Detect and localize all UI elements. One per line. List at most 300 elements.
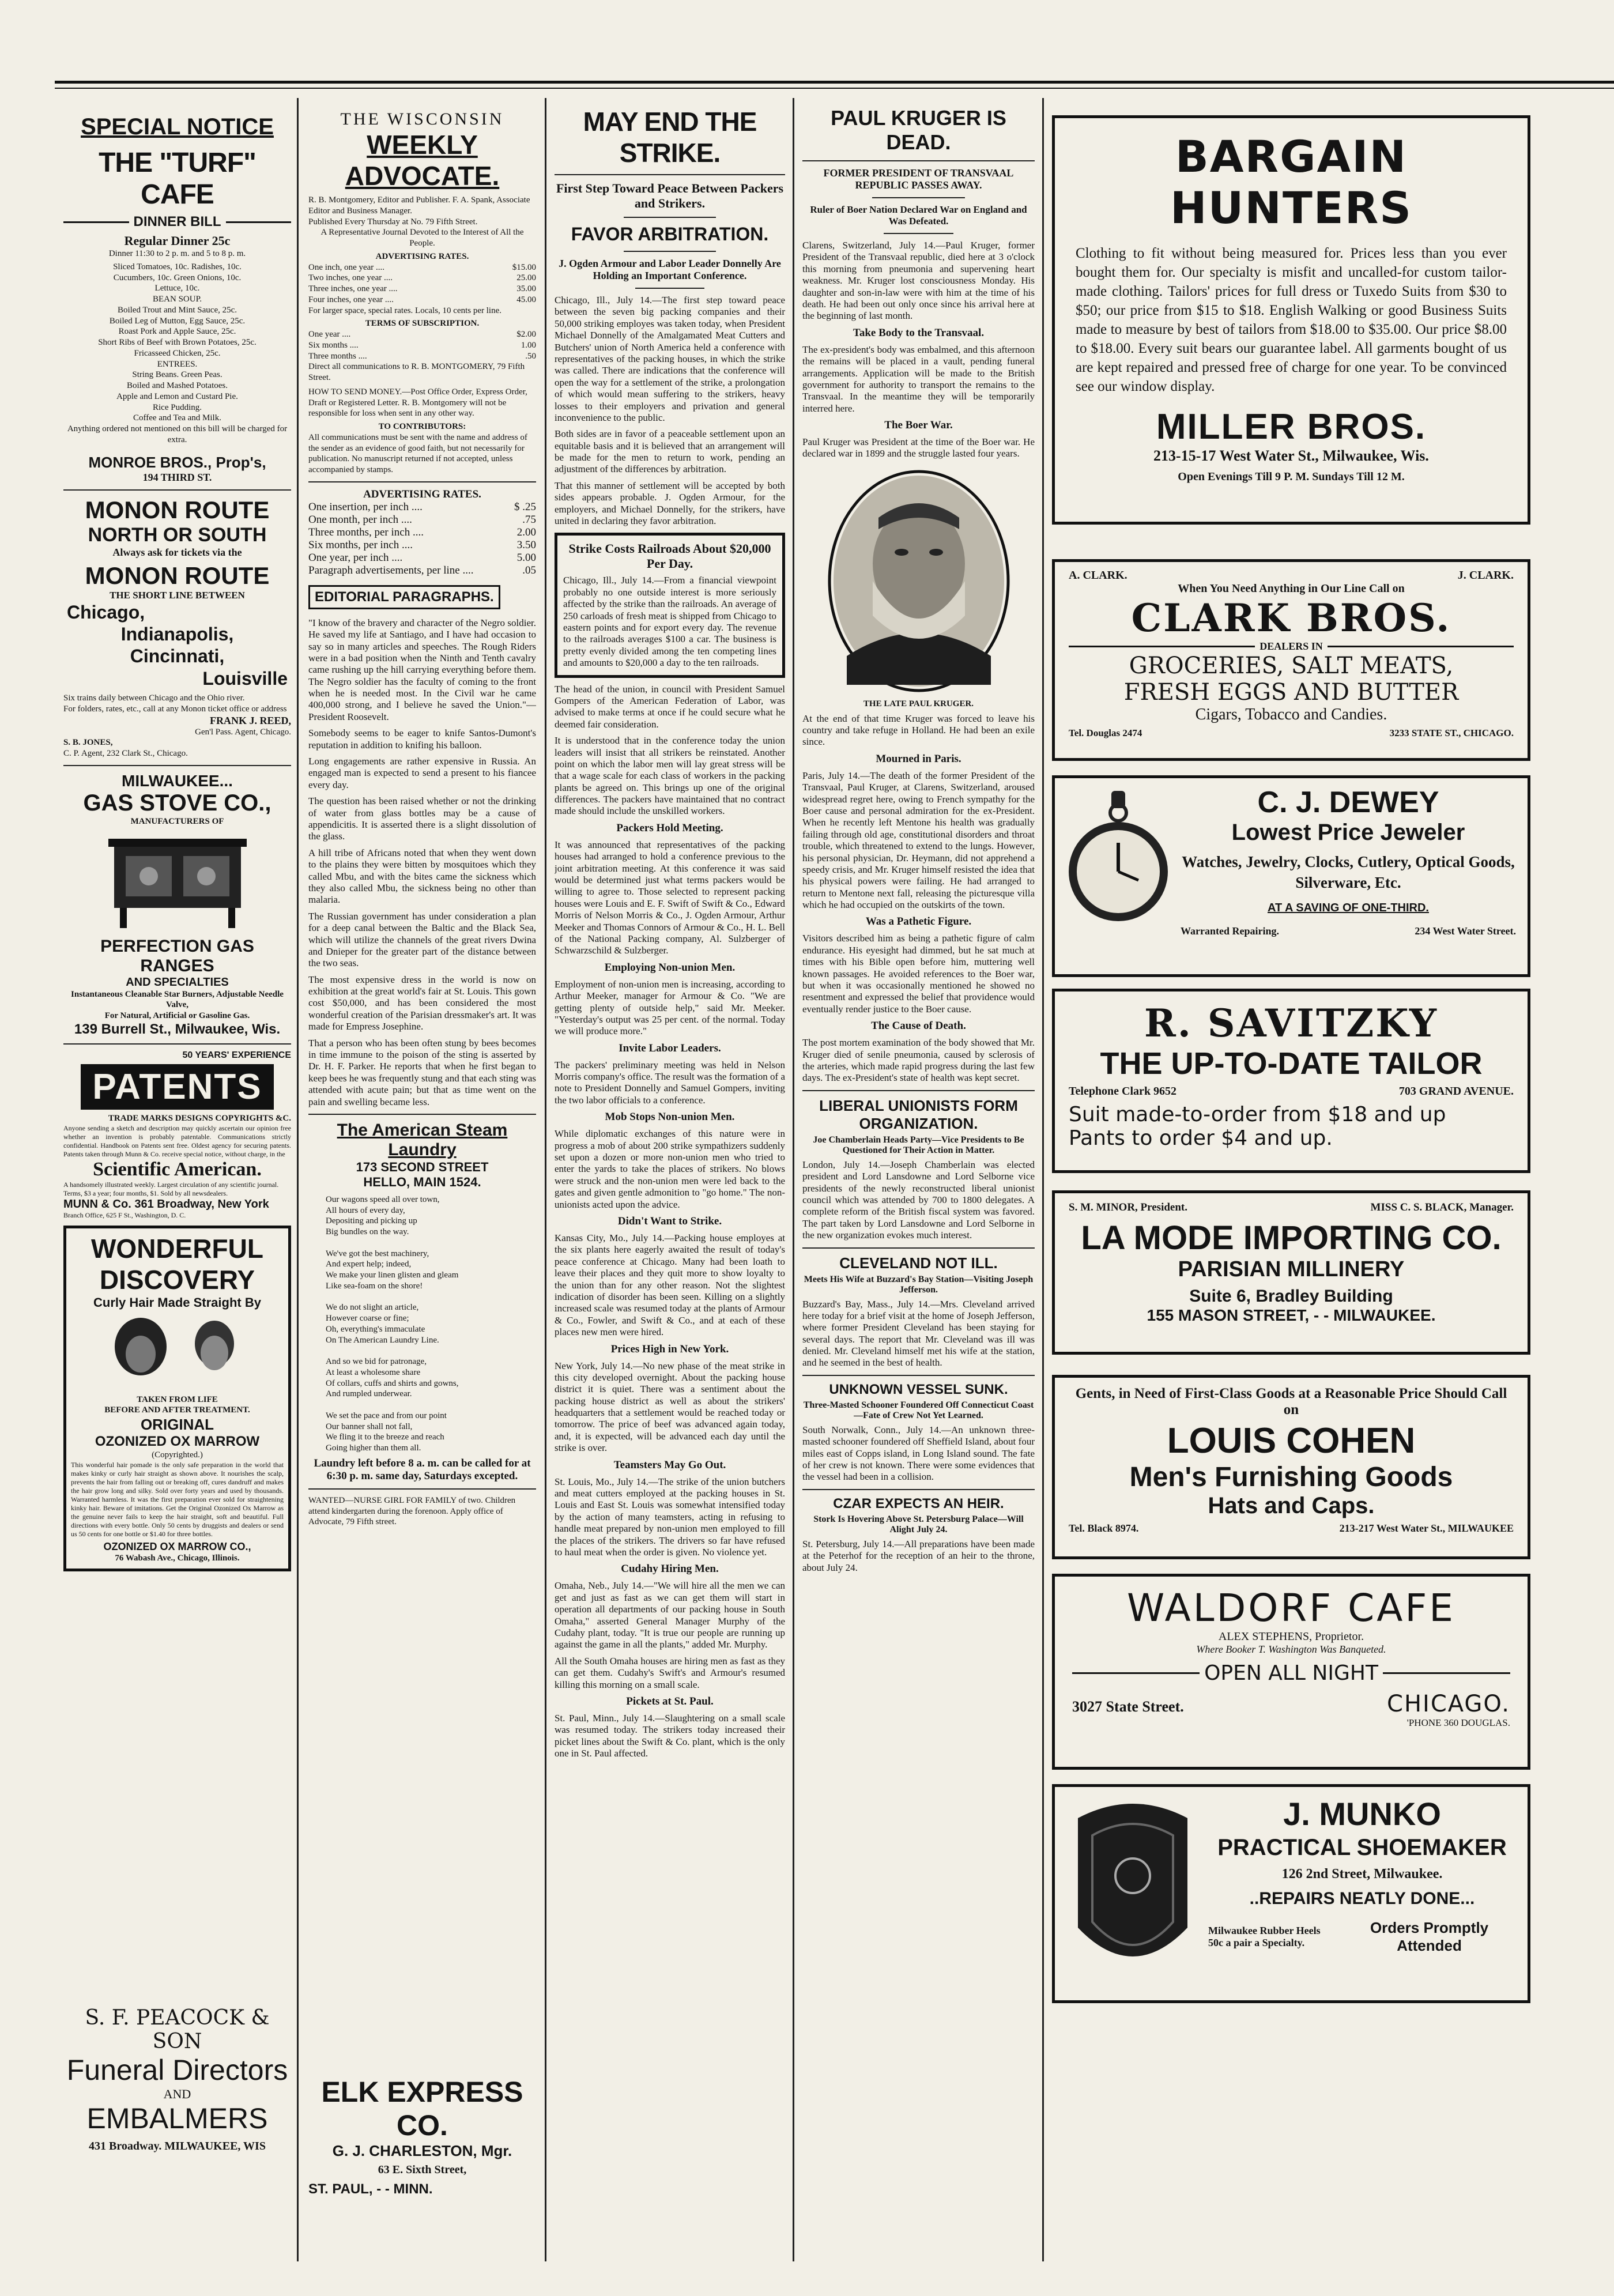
rate-value: 45.00 bbox=[516, 295, 536, 304]
waldorf-open: OPEN ALL NIGHT bbox=[1072, 1661, 1510, 1685]
monon-city: Indianapolis, bbox=[120, 623, 234, 644]
menu-item: Lettuce, 10c. bbox=[154, 284, 200, 293]
poem-line bbox=[326, 1238, 536, 1249]
clark-dealers: DEALERS IN bbox=[1069, 640, 1514, 653]
kruger-story-7: The post mortem examination of the body showed that Mr. Kruger died of senile pneumonia, caused by sclerosis of the arteries, which made rapid progress during the last few days. The ex-President's state of health was kept secret. bbox=[802, 1037, 1035, 1084]
kruger-story-6: Visitors described him as being a pathetic figure of calm endurance. His eyesight had dimmed, but he sat much at times with his Bible open before him, muttering well known passages. He avoided references to the Boer war, but when it was occasionally mentioned he showed no resentment and expressed the belief that providence would eventually render justice to the Boer cause. bbox=[802, 933, 1035, 1015]
editorial-paragraph: That a person who has been often stung by bees becomes in time immune to the poison of the sting is asserted by Dr. H. F. Parker. He reports that when he first began to keep bees he was frequently stung and that each sting was attended with acute pain; but that as time went on the pain and swelling became less. bbox=[308, 1037, 536, 1107]
savitzky-contact bbox=[1069, 1085, 1514, 1098]
dewey-warranted: Warranted Repairing. bbox=[1181, 925, 1279, 937]
masthead-staff: R. B. Montgomery, Editor and Publisher. F. A. Spank, Associate Editor and Business Manager. bbox=[308, 195, 530, 216]
lamode-manager: MISS C. S. BLACK, Manager. bbox=[1370, 1201, 1514, 1213]
lamode-president: S. M. MINOR, President. bbox=[1069, 1201, 1187, 1213]
monon-folders: For folders, rates, etc., call at any Monon ticket office or address bbox=[63, 704, 287, 714]
poem-line: And expert help; indeed, bbox=[326, 1260, 412, 1269]
miller-hours: Open Evenings Till 9 P. M. Sundays Till 12 M. bbox=[1178, 470, 1405, 483]
dewey-address: 234 West Water Street. bbox=[1415, 925, 1516, 937]
terms-title: TERMS OF SUBSCRIPTION. bbox=[365, 319, 480, 329]
strike-sub-3: Invite Labor Leaders. bbox=[619, 1042, 721, 1054]
dinner-bill: DINNER BILL bbox=[63, 214, 291, 230]
rate-label: Six months, per inch .... bbox=[308, 538, 413, 551]
dewey-saving: AT A SAVING OF ONE-THIRD. bbox=[1268, 901, 1429, 914]
strike-story-1 bbox=[555, 295, 785, 527]
ox-address: 76 Wabash Ave., Chicago, Illinois. bbox=[115, 1553, 240, 1563]
kruger-sub-1: Take Body to the Transvaal. bbox=[853, 326, 985, 339]
kruger-story-1: Clarens, Switzerland, July 14.—Paul Kruger, former President of the Transvaal republic, died here at 3 o'clock this morning from pneumonia and supervening heart weakness. Mr. Kruger lost consciousness Monday. His daughter and son-in-law were with him at the time of his death. He had been out only once since his arrival here at the beginning of last month. bbox=[802, 240, 1035, 322]
strike-story-7: Kansas City, Mo., July 14.—Packing house employes at the six plants here eagerly awaited the result of today's peace conference at Chicago. Many had been loath to leave their places and they quit more to show loyalty to the union than for any other reason. Not the slightest indication of disorder has been seen. Killing on a slightly increased scale was resumed today at the plants of Armour & Co., Fowler, and Swift & Co., and at each of these places new men were hired. bbox=[555, 1232, 785, 1338]
strike-sub-9: Pickets at St. Paul. bbox=[626, 1695, 714, 1707]
cleveland-deck: Meets His Wife at Buzzard's Bay Station—Visiting Joseph Jefferson. bbox=[804, 1274, 1034, 1295]
waldorf-proprietor: ALEX STEPHENS, Proprietor. bbox=[1218, 1630, 1364, 1643]
cohen-furnishing: Men's Furnishing Goods bbox=[1129, 1462, 1453, 1492]
strike-story-9: St. Louis, Mo., July 14.—The strike of the union butchers and meat cutters employed at the packing houses in St. Louis and East St. Louis was somewhat intensified today by the action of many teamsters, acting in refusing to handle meat prepared by non-union men employed to fill the places of the strikers. The drivers so far have refused to haul meat when the order is given. No violence yet. bbox=[555, 1476, 785, 1558]
miller-address: 213-15-17 West Water St., Milwaukee, Wis. bbox=[1153, 447, 1429, 464]
elk-manager: G. J. CHARLESTON, Mgr. bbox=[332, 2142, 512, 2159]
portrait-before-icon bbox=[109, 1315, 172, 1390]
kruger-story-3: Paul Kruger was President at the time of the Boer war. He declared war in 1899 and the struggle lasted four years. bbox=[802, 436, 1035, 459]
ox-marrow-title: OZONIZED OX MARROW bbox=[95, 1434, 260, 1450]
strike-sub-6: Prices High in New York. bbox=[610, 1343, 729, 1355]
menu-item: BEAN SOUP. bbox=[152, 295, 202, 304]
dewey-text bbox=[1181, 785, 1516, 967]
waldorf-address: 3027 State Street. bbox=[1072, 1698, 1184, 1715]
before-after: BEFORE AND AFTER TREATMENT. bbox=[104, 1405, 250, 1415]
rate-value: 1.00 bbox=[521, 340, 536, 350]
dewey-items: Watches, Jewelry, Clocks, Cutlery, Optical Goods, Silverware, Etc. bbox=[1182, 853, 1515, 892]
strike-paragraph: Both sides are in favor of a peaceable settlement upon an equitable basis and it is believed that an arrangement will be made for the men to return to work, pending an adjustment of the differences by arbitration. bbox=[555, 428, 785, 475]
clark-names bbox=[1069, 569, 1514, 582]
vessel-headline: UNKNOWN VESSEL SUNK. bbox=[829, 1381, 1008, 1397]
strike-story-8: New York, July 14.—No new phase of the meat strike in this city developed overnight. About the packing house district it is quiet. There was a sentiment about the packing house district as well as about the strikers' headquarters that a settlement would be reached today or tomorrow. The price of beef was advanced again today, and, it is expected, will be advanced each day until the strike is over. bbox=[555, 1360, 785, 1454]
munn-branch: Branch Office, 625 F St., Washington, D. C. bbox=[63, 1211, 186, 1219]
strike-paragraph: It is understood that in the conference today the union leaders will insist that all strikers be reinstated. Another point on which the labor men will lay great stress will be that a wage scale for each class of workers in the packing plants be agreed on. This brings up one of the original differences. The packers have maintained that no contract made should include the unskilled workers. bbox=[555, 735, 785, 817]
rate-value: $15.00 bbox=[512, 262, 536, 272]
lamode-suite: Suite 6, Bradley Building bbox=[1189, 1287, 1393, 1306]
gas-manufacturers: MANUFACTURERS OF bbox=[130, 816, 224, 826]
kruger-headline: PAUL KRUGER IS DEAD. bbox=[831, 106, 1006, 154]
rate-value: 25.00 bbox=[516, 273, 536, 283]
editorial-header-wrap bbox=[308, 585, 536, 609]
kruger-portrait-icon bbox=[824, 466, 1014, 696]
rate-row bbox=[308, 564, 536, 577]
poem-line: And so we bid for patronage, bbox=[326, 1357, 427, 1367]
editorial-paragraphs-title: EDITORIAL PARAGRAPHS. bbox=[308, 585, 500, 609]
north-or-south: NORTH OR SOUTH bbox=[88, 523, 267, 546]
strike-sub-1: Packers Hold Meeting. bbox=[616, 821, 723, 834]
editorial-paragraph: The Russian government has under consideration a plan for a deep canal between the Baltic and the Black Sea, which will utilize the channels of the great rivers Dwina and Dnieper for the greater part of the distance between the two seas. bbox=[308, 910, 536, 969]
strike-deck-2: FAVOR ARBITRATION. bbox=[571, 224, 769, 244]
munko-repairs: ..REPAIRS NEATLY DONE... bbox=[1249, 1889, 1475, 1908]
cohen-footer bbox=[1069, 1522, 1514, 1535]
perfection-gas-ranges: PERFECTION GAS RANGES bbox=[100, 936, 254, 975]
monroe-address: 194 THIRD ST. bbox=[142, 471, 212, 483]
savitzky-tel: Telephone Clark 9652 bbox=[1069, 1085, 1177, 1098]
poem-line: We fling it to the breeze and reach bbox=[326, 1432, 444, 1442]
dinner-hours: Dinner 11:30 to 2 p. m. and 5 to 8 p. m. bbox=[108, 249, 246, 258]
editorial-body bbox=[308, 617, 536, 1108]
railroad-box bbox=[555, 533, 785, 677]
savitzky-ad bbox=[1052, 989, 1530, 1173]
lamode-title: LA MODE IMPORTING CO. bbox=[1081, 1219, 1502, 1257]
special-notice: SPECIAL NOTICE bbox=[81, 114, 274, 140]
masthead-title: WEEKLY ADVOCATE. bbox=[345, 130, 500, 191]
masthead-the-wisconsin: THE WISCONSIN bbox=[340, 110, 504, 129]
larger-space: For larger space, special rates. Locals, 10 cents per line. bbox=[308, 306, 502, 315]
poem-line bbox=[326, 1345, 536, 1356]
poem-line: Like sea-foam on the shore! bbox=[326, 1281, 423, 1291]
laundry-note: Laundry left before 8 a. m. can be called for at 6:30 p. m. same day, Saturdays excepted. bbox=[314, 1457, 531, 1482]
jones-name: S. B. JONES, bbox=[63, 738, 113, 748]
editorial-paragraph: Somebody seems to be eager to knife Santos-Dumont's reputation in addition to knifing his balloon. bbox=[308, 727, 536, 751]
rate-value: 3.50 bbox=[516, 538, 536, 551]
masthead-representative: A Representative Journal Devoted to the Interest of All the People. bbox=[320, 228, 524, 248]
clark-intro: When You Need Anything in Our Line Call on bbox=[1178, 582, 1405, 595]
unionists-deck: Joe Chamberlain Heads Party—Vice Presidents to Be Questioned for Their Action in Matter. bbox=[813, 1134, 1024, 1155]
ox-marrow-ad bbox=[63, 1226, 291, 1571]
editorial-paragraph: Long engagements are rather expensive in Russia. An engaged man is expected to send a present to his fiancee every day. bbox=[308, 756, 536, 790]
dewey-ad bbox=[1052, 775, 1530, 977]
gas-milwaukee: MILWAUKEE... bbox=[122, 771, 233, 790]
column-ads-left bbox=[63, 98, 291, 2261]
kruger-caption: THE LATE PAUL KRUGER. bbox=[863, 699, 974, 708]
savitzky-address: 703 GRAND AVENUE. bbox=[1398, 1085, 1514, 1098]
rate-value: $2.00 bbox=[516, 330, 536, 339]
gas-specialties: AND SPECIALTIES bbox=[126, 975, 229, 989]
taken-from-life: TAKEN FROM LIFE bbox=[137, 1394, 218, 1404]
column-rule bbox=[545, 98, 546, 2261]
clark-bros-ad bbox=[1052, 559, 1530, 761]
ox-copyrighted: (Copyrighted.) bbox=[152, 1450, 203, 1460]
rate-label: One year, per inch .... bbox=[308, 551, 403, 564]
cohen-tel: Tel. Black 8974. bbox=[1069, 1522, 1139, 1534]
waldorf-footer bbox=[1072, 1691, 1510, 1717]
waldorf-phone: 'PHONE 360 DOUGLAS. bbox=[1406, 1717, 1510, 1728]
laundry-title: The American Steam Laundry bbox=[337, 1120, 508, 1159]
kruger-story-5: Paris, July 14.—The death of the former President of the Transvaal, Paul Kruger, at Clarens, Switzerland, aroused widespread regret here, owing to French sympathy for the Boer cause and personal admiration for the ex-President. When he recently left Mentone his health was gradually failing through old age, constitutional disorders and throat trouble, which threatened to extend to the lungs. However, his personal physician, Dr. Heymann, did not apprehend a speedy crisis, and Mr. Kruger himself resisted the idea that his physical powers were failing. He had arranged to return to Mentone next fall, releasing the picturesque villa which he had occupied on the outskirts of the town. bbox=[802, 770, 1035, 911]
munko-heels: Milwaukee Rubber Heels 50c a pair a Specialty. bbox=[1208, 1925, 1321, 1948]
strike-story-6: While diplomatic exchanges of this nature were in progress a mob of about 200 strike sympathizers suddenly set upon a dozen or more non-union men who tried to enter the yards to take the places of strikers. No blows were struck and the non-union men were led back to the gates and given gentle admonition to "go home." The non-unionists acted upon the advice. bbox=[555, 1128, 785, 1210]
dewey-subtitle: Lowest Price Jeweler bbox=[1231, 820, 1465, 845]
menu-item: Coffee and Tea and Milk. bbox=[133, 413, 221, 423]
poem-line: Of collars, cuffs and shirts and gowns, bbox=[326, 1378, 459, 1388]
munko-title: J. MUNKO bbox=[1283, 1796, 1441, 1832]
subscription-row bbox=[308, 329, 536, 340]
strike-paragraph: Chicago, Ill., July 14.—The first step toward peace between the seven big packing companies and their 50,000 striking employes was taken today, when President Michael Donnelly of the Amalgamated Meat Cutters and Butchers' union of North America held a conference with representatives of the packing houses, in which the strike was called. There are indications that the conference will open the way for a settlement of the strike, a prolongation of which would mean suffering to the strikers, heavy losses to their employers and privation and general inconvenience to the public. bbox=[555, 295, 785, 423]
strike-paragraph: That this manner of settlement will be accepted by both sides appears probable. J. Ogden Armour, for the employers, and Michael Donnelly, for the strikers, have united in declaring they favor arbitration. bbox=[555, 480, 785, 527]
railroad-box-title: Strike Costs Railroads About $20,000 Per Day. bbox=[568, 541, 771, 571]
wonderful: WONDERFUL bbox=[91, 1233, 263, 1264]
poem-line: Going higher than them all. bbox=[326, 1443, 421, 1453]
menu-item: Rice Pudding. bbox=[153, 402, 202, 412]
gas-burners: Instantaneous Cleanable Star Burners, Adjustable Needle Valve, bbox=[71, 989, 284, 1010]
menu-item: Boiled and Mashed Potatoes. bbox=[127, 381, 228, 390]
patents-title: PATENTS bbox=[81, 1064, 273, 1110]
poem-line: Depositing and picking up bbox=[326, 1216, 417, 1226]
poem-line: At least a wholesome share bbox=[326, 1367, 421, 1377]
menu-item: Cucumbers, 10c. Green Onions, 10c. bbox=[113, 273, 242, 282]
bargain-body: Clothing to fit without being measured for. Prices less than you ever bought them for. Our specialty is misfit and uncalled-for custom tailor-made clothing. Tailors' prices for full dress or Tuxedo Suits from $30 to $50; our price from $15 to $18. English Walking or good Business Suits made to measure by best of tailors from $18.00 to $35.00. Our price $8.00 to $18.00. Every suit bears our guarantee label. All garments bought of us are kept repaired and pressed free of charge for one year. To be convinced see our window display. bbox=[1076, 246, 1507, 394]
turf-cafe-title: THE "TURF" CAFE bbox=[99, 148, 256, 210]
poem-line: And rumpled underwear. bbox=[326, 1389, 412, 1399]
editorial-paragraph: "I know of the bravery and character of the Negro soldier. He saved my life at Santiago, and I have had occasion to say so in many articles and speeches. The Rough Riders were in a bad position when the Ninth and Tenth cavalry came rushing up the hill carrying everything before them. The Negro soldier has the faculty of coming to the front when he is needed most. In the Civil war he came 400,000 strong, and I believe he saved the Union."—President Roosevelt. bbox=[308, 617, 536, 722]
menu-item: Apple and Lemon and Custard Pie. bbox=[116, 391, 238, 401]
cohen-title: LOUIS COHEN bbox=[1167, 1421, 1416, 1461]
embalmers: EMBALMERS bbox=[86, 2102, 268, 2135]
adv-rates-small-title: ADVERTISING RATES. bbox=[375, 251, 469, 261]
cleveland-headline: CLEVELAND NOT ILL. bbox=[839, 1254, 998, 1272]
bargain-title: BARGAIN HUNTERS bbox=[1170, 131, 1412, 233]
subscription-row bbox=[308, 340, 536, 351]
munko-text bbox=[1208, 1795, 1516, 1992]
unionists-headline: LIBERAL UNIONISTS FORM ORGANIZATION. bbox=[819, 1096, 1018, 1132]
gas-range-icon bbox=[103, 833, 252, 931]
poem-line: We set the pace and from our point bbox=[326, 1411, 447, 1420]
strike-paragraph: The head of the union, in council with President Samuel Gompers of the American Federation of Labor, was advised to make terms at once if he could secure what he deemed fair consideration. bbox=[555, 683, 785, 730]
menu-item: ENTREES. bbox=[157, 359, 198, 369]
short-line: THE SHORT LINE BETWEEN bbox=[110, 589, 245, 601]
munko-shoemaker: PRACTICAL SHOEMAKER bbox=[1217, 1835, 1507, 1860]
editorial-paragraph: The question has been raised whether or not the drinking of water from glass bottles may be a cause of appendicitis. It is asserted there is a slight dissolution of the glass. bbox=[308, 796, 536, 842]
to-contributors: TO CONTRIBUTORS: bbox=[378, 422, 466, 431]
rate-row bbox=[308, 514, 536, 526]
poem-line: On The American Laundry Line. bbox=[326, 1335, 439, 1345]
laundry-poem bbox=[308, 1194, 536, 1454]
dewey-title: C. J. DEWEY bbox=[1257, 786, 1439, 819]
clark-title: CLARK BROS. bbox=[1131, 595, 1451, 640]
clark-tel: Tel. Douglas 2474 bbox=[1069, 727, 1142, 738]
strike-sub-2: Employing Non-union Men. bbox=[604, 961, 736, 974]
column-rule bbox=[1042, 98, 1044, 2261]
reed-title: Gen'l Pass. Agent, Chicago. bbox=[195, 727, 291, 737]
funeral-directors: Funeral Directors bbox=[66, 2054, 288, 2086]
cleveland-story: Buzzard's Bay, Mass., July 14.—Mrs. Cleveland arrived here today for a brief visit at the home of Joseph Jefferson, where former President Cleveland has been staying for several days. The report that Mr. Cleveland was ill was denied. Mr. Cleveland himself met his wife at the station, and he seemed in the best of health. bbox=[802, 1298, 1035, 1368]
patents-years: 50 YEARS' EXPERIENCE bbox=[182, 1050, 291, 1060]
waldorf-ad bbox=[1052, 1574, 1530, 1770]
strike-story-3: It was announced that representatives of the packing houses had arranged to hold a conference previous to the joint arbitration meeting. At this conference it was said would be determined just what terms packers would be willing to agree to. Those selected to represent packing houses were Louis and E. F. Swift of Swift & Co., Edward Morris of Nelson Morris & Co., J. Ogden Armour, Arthur Meeker and Thomas Connors of Armour & Co., H. L. Bell of the National Packing company, Al. Sulzberger of Schwarzschild & Sulzberger. bbox=[555, 839, 785, 956]
clark-eggs: FRESH EGGS AND BUTTER bbox=[1123, 679, 1459, 706]
savitzky-suit: Suit made-to-order from $18 and up bbox=[1069, 1103, 1446, 1126]
adv-rates-title: ADVERTISING RATES. bbox=[363, 488, 481, 500]
kruger-story-2: The ex-president's body was embalmed, and this afternoon the remains will be placed in a vault, pending funeral arrangements. Application will be made to the British government for authority to transport the remains to the Transvaal. In the meantime they will be temporarily interred here. bbox=[802, 344, 1035, 414]
rate-row-small bbox=[308, 284, 536, 295]
vessel-story: South Norwalk, Conn., July 14.—An unknown three-masted schooner foundered off Sheffield Island, about four miles east of Copps island, in Long Island sound. The fate of her crew is not known. There were some evidences that the vessel had been in a collision. bbox=[802, 1424, 1035, 1483]
kruger-sub-3: Mourned in Paris. bbox=[876, 752, 961, 765]
discovery: DISCOVERY bbox=[99, 1264, 255, 1295]
poem-line: All hours of every day, bbox=[326, 1205, 405, 1215]
portrait-after-icon bbox=[183, 1315, 246, 1390]
strike-sub-5: Didn't Want to Strike. bbox=[617, 1215, 722, 1227]
miller-bros: MILLER BROS. bbox=[1156, 407, 1427, 447]
top-rule bbox=[55, 81, 1614, 84]
munko-ad bbox=[1052, 1784, 1530, 2003]
contributors-body: All communications must be sent with the name and address of the sender as an evidence of good faith, but not necessarily for publication. No manuscript returned if not accepted, unless accompanied by stamps. bbox=[308, 432, 527, 474]
ox-original: ORIGINAL bbox=[140, 1416, 214, 1434]
strike-headline: MAY END THE STRIKE. bbox=[583, 107, 757, 168]
czar-headline: CZAR EXPECTS AN HEIR. bbox=[833, 1495, 1004, 1511]
menu-item: String Beans. Green Peas. bbox=[132, 370, 223, 380]
elk-title: ELK EXPRESS CO. bbox=[321, 2076, 523, 2142]
poem-line: However coarse or fine; bbox=[326, 1314, 409, 1324]
scientific-american-body: A handsomely illustrated weekly. Largest circulation of any scientific journal. Terms, $3 a year; four months, $1. Sold by all newsdealers. bbox=[63, 1180, 279, 1197]
strike-story-12: St. Paul, Minn., July 14.—Slaughtering on a small scale was resumed today. The strikers today increased their picket lines about the Swift & Co. plant, which is the only one in St. Paul affected. bbox=[555, 1712, 785, 1759]
rate-row bbox=[308, 539, 536, 552]
waldorf-title: WALDORF CAFE bbox=[1126, 1586, 1456, 1630]
adv-rates-table bbox=[308, 501, 536, 577]
column-kruger-story bbox=[802, 98, 1035, 2261]
bargain-hunters-ad bbox=[1052, 115, 1530, 525]
top-rule-thin bbox=[55, 88, 1614, 89]
rate-value: 35.00 bbox=[516, 284, 536, 293]
patents-body: Anyone sending a sketch and description may quickly ascertain our opinion free whether an invention is probably patentable. Communications strictly confidential. Handbook on Patents sent free. Oldest agency for securing patents. Patents taken through Munn & Co. receive special notice, without charge, in the bbox=[63, 1124, 291, 1158]
rate-row-small bbox=[308, 262, 536, 273]
column-ads-right bbox=[1052, 98, 1530, 2261]
editorial-paragraph: The most expensive dress in the world is now on exhibition at the great world's fair at St. Louis. This gown cost $50,000, and has been considered the most wonderful creation of the Parisian dressmaker's art. It was made for Empress Josephine. bbox=[308, 974, 536, 1032]
strike-sub-8: Cudahy Hiring Men. bbox=[621, 1563, 719, 1575]
rate-label: Two inches, one year .... bbox=[308, 273, 393, 283]
rate-row-small bbox=[308, 273, 536, 284]
savitzky-pants: Pants to order $4 and up. bbox=[1069, 1126, 1333, 1150]
rate-value: .50 bbox=[525, 351, 536, 361]
lamode-ad bbox=[1052, 1190, 1530, 1355]
regular-dinner: Regular Dinner 25c bbox=[124, 233, 231, 248]
strike-deck-1: First Step Toward Peace Between Packers and Strikers. bbox=[556, 181, 784, 210]
poem-line: Oh, everything's immaculate bbox=[326, 1324, 425, 1334]
munn-co: MUNN & Co. 361 Broadway, New York bbox=[63, 1197, 269, 1211]
monon-city: Louisville bbox=[202, 668, 288, 689]
clark-footer bbox=[1069, 727, 1514, 739]
czar-story: St. Petersburg, July 14.—All preparations have been made at the Peterhof for the reception of an heir to the throne, about July 24. bbox=[802, 1538, 1035, 1573]
laundry-phone: HELLO, MAIN 1524. bbox=[363, 1174, 481, 1189]
rate-label: One inch, one year .... bbox=[308, 262, 385, 272]
turf-menu bbox=[63, 262, 291, 446]
gas-address: 139 Burrell St., Milwaukee, Wis. bbox=[74, 1021, 281, 1037]
strike-story-5: The packers' preliminary meeting was held in Nelson Morris company's office. The result was the formation of a note to President Donnelly and Samuel Gompers, inviting the two labor officials to a conference. bbox=[555, 1059, 785, 1106]
rate-value: $ .25 bbox=[514, 500, 536, 513]
poem-line bbox=[326, 1292, 536, 1303]
reed-name: FRANK J. REED, bbox=[209, 714, 291, 726]
kruger-deck-2: Ruler of Boer Nation Declared War on England and Was Defeated. bbox=[810, 204, 1027, 227]
munko-footer bbox=[1208, 1919, 1516, 1955]
jones-title: C. P. Agent, 232 Clark St., Chicago. bbox=[63, 749, 188, 759]
monon-title-2: MONON ROUTE bbox=[85, 561, 270, 589]
pocket-watch-icon bbox=[1066, 785, 1170, 958]
rate-label: Paragraph advertisements, per line .... bbox=[308, 564, 474, 576]
savitzky-title: R. SAVITZKY bbox=[1144, 1001, 1438, 1046]
kruger-deck-1: FORMER PRESIDENT OF TRANSVAAL REPUBLIC PASSES AWAY. bbox=[823, 167, 1014, 191]
cohen-address: 213-217 West Water St., MILWAUKEE bbox=[1339, 1522, 1514, 1534]
munko-address: 126 2nd Street, Milwaukee. bbox=[1281, 1867, 1443, 1882]
poem-line bbox=[326, 1400, 536, 1411]
direct-communications: Direct all communications to R. B. MONTGOMERY, 79 Fifth Street. bbox=[308, 362, 525, 382]
patents-banner bbox=[63, 1064, 291, 1110]
kruger-sub-5: The Cause of Death. bbox=[871, 1020, 966, 1032]
elk-city-line: ST. PAUL, - - MINN. bbox=[308, 2181, 433, 2197]
gas-for-natural: For Natural, Artificial or Gasoline Gas. bbox=[104, 1011, 250, 1021]
rate-value: .75 bbox=[522, 513, 536, 526]
rate-label: Three inches, one year .... bbox=[308, 284, 398, 293]
rate-label: One insertion, per inch .... bbox=[308, 500, 423, 513]
munko-orders: Orders Promptly Attended bbox=[1370, 1919, 1489, 1954]
rate-value: 5.00 bbox=[516, 551, 536, 564]
strike-story-11: All the South Omaha houses are hiring men as fast as they can get them. Cudahy's Swift's and Armour's resumed killing this morning on a small scale. bbox=[555, 1655, 785, 1690]
lamode-millinery: PARISIAN MILLINERY bbox=[1178, 1257, 1405, 1281]
rate-label: One year .... bbox=[308, 330, 351, 339]
editorial-paragraph: A hill tribe of Africans noted that when they went down to the plains they were bitten by mosquitoes which they called Mbu, and with the bites came the sickness which they also called Mbu, the sickness being no other than malaria. bbox=[308, 847, 536, 906]
before-after-image bbox=[71, 1315, 284, 1390]
menu-item: Short Ribs of Beef with Brown Potatoes, 25c. bbox=[98, 338, 257, 347]
dewey-footer bbox=[1181, 925, 1516, 937]
savitzky-tailor: THE UP-TO-DATE TAILOR bbox=[1100, 1046, 1483, 1081]
scientific-american: Scientific American. bbox=[93, 1158, 262, 1180]
rate-row bbox=[308, 552, 536, 564]
poem-line: We've got the best machinery, bbox=[326, 1249, 429, 1258]
menu-item: Roast Pork and Apple Sauce, 25c. bbox=[118, 327, 236, 337]
strike-story-10: Omaha, Neb., July 14.—"We will hire all the men we can get and just as fast as we can get them will start in operation all departments of our packing house in South Omaha," asserted General Manager Murphy of the Cudahy plant, today. "It is true our people are running up against the game in all the plants," added Mr. Murphy. bbox=[555, 1580, 785, 1650]
ox-body: This wonderful hair pomade is the only safe preparation in the world that makes kinky or curly hair straight as shown above. It nourishes the scalp, prevents the hair from falling out or breaking off, cures dandruff and makes the hair grow long and silky. Sold over forty years and used by thousands. Warranted harmless. It was the first preparation ever sold for straightening kinky hair. Beware of imitations. Get the Original Ozonized Ox Marrow as the genuine never fails to keep the hair straight, soft and beautiful. Full directions with every bottle. Only 50 cents by druggists and dealers or send us 50 cents for one bottle or $1.40 for three bottles. bbox=[71, 1460, 284, 1538]
menu-item: Anything ordered not mentioned on this bill will be charged for extra. bbox=[67, 424, 288, 444]
lamode-address: 155 MASON STREET, - - MILWAUKEE. bbox=[1147, 1306, 1436, 1324]
monon-title: MONON ROUTE bbox=[85, 496, 270, 523]
column-rule bbox=[297, 98, 299, 2261]
rate-row-small bbox=[308, 295, 536, 306]
column-rule bbox=[793, 98, 794, 2261]
rate-label: Six months .... bbox=[308, 340, 359, 350]
czar-deck: Stork Is Hovering Above St. Petersburg Palace—Will Alight July 24. bbox=[813, 1514, 1024, 1535]
monon-cities bbox=[63, 601, 291, 690]
cohen-ad bbox=[1052, 1375, 1530, 1559]
column-strike-story bbox=[555, 98, 785, 2261]
poem-line: Our banner shall not fall, bbox=[326, 1422, 413, 1431]
poem-line: Big bundles on the way. bbox=[326, 1227, 409, 1237]
poem-line: We do not slight an article, bbox=[326, 1303, 419, 1313]
monon-city: Cincinnati, bbox=[130, 646, 225, 667]
column-masthead bbox=[308, 98, 536, 2261]
rate-label: Four inches, one year .... bbox=[308, 295, 394, 304]
menu-item: Boiled Trout and Mint Sauce, 25c. bbox=[117, 305, 237, 315]
rubber-heel-icon bbox=[1066, 1795, 1199, 1991]
clark-a: A. CLARK. bbox=[1069, 569, 1127, 582]
monon-trains: Six trains daily between Chicago and the Ohio river. bbox=[63, 693, 245, 703]
rate-row bbox=[308, 526, 536, 539]
kruger-story-4: At the end of that time Kruger was forced to leave his country and take refuge in Holland. He had been an exile since. bbox=[802, 712, 1035, 748]
rate-label: Three months .... bbox=[308, 351, 367, 361]
poem-line: Our wagons speed all over town, bbox=[326, 1194, 440, 1204]
rate-value: .05 bbox=[522, 564, 536, 576]
strike-story-4: Employment of non-union men is increasing, according to Arthur Meeker, manager for Armour & Co. "We are getting plenty of outside help," said Mr. Meeker. "Yesterday's output was 25 per cent. of the normal. Today we will produce more." bbox=[555, 978, 785, 1037]
menu-item: Boiled Leg of Mutton, Egg Sauce, 25c. bbox=[109, 316, 246, 326]
monroe-bros: MONROE BROS., Prop's, bbox=[88, 453, 266, 471]
kruger-sub-4: Was a Pathetic Figure. bbox=[865, 915, 972, 928]
cohen-hats: Hats and Caps. bbox=[1208, 1493, 1375, 1518]
gas-range-image bbox=[63, 833, 291, 931]
vessel-deck: Three-Masted Schooner Foundered Off Connecticut Coast—Fate of Crew Not Yet Learned. bbox=[803, 1400, 1034, 1420]
clark-cigars: Cigars, Tobacco and Candies. bbox=[1195, 706, 1387, 723]
waldorf-where: Where Booker T. Washington Was Banqueted. bbox=[1196, 1643, 1386, 1655]
menu-item: Sliced Tomatoes, 10c. Radishes, 10c. bbox=[113, 262, 242, 272]
wanted-notice: WANTED—NURSE GIRL FOR FAMILY of two. Children attend kindergarten during the forenoon. Apply office of Advocate, 79 Fifth street. bbox=[308, 1495, 516, 1527]
lamode-staff bbox=[1069, 1201, 1514, 1214]
unionists-story: London, July 14.—Joseph Chamberlain was elected president and Lord Lansdowne and Lord Selborne vice presidents of the newly reconstructed liberal unionist council which was attended by 700 to 1800 delegates. A complete reform of the British fiscal system was favored. The part taken by Lord Lansdowne and Lord Selborne in the new organization evokes much interest. bbox=[802, 1159, 1035, 1241]
trade-marks: TRADE MARKS DESIGNS COPYRIGHTS &C. bbox=[108, 1113, 291, 1123]
gas-stove-title: GAS STOVE CO., bbox=[83, 790, 271, 816]
rate-row bbox=[308, 501, 536, 514]
curly-hair: Curly Hair Made Straight By bbox=[93, 1295, 261, 1310]
always-ask: Always ask for tickets via the bbox=[112, 546, 242, 558]
elk-express-ad bbox=[308, 2075, 536, 2197]
poem-line: We make your linen glisten and gleam bbox=[326, 1270, 459, 1280]
peacock-ad bbox=[63, 2006, 291, 2153]
clark-address: 3233 STATE ST., CHICAGO. bbox=[1389, 727, 1514, 738]
